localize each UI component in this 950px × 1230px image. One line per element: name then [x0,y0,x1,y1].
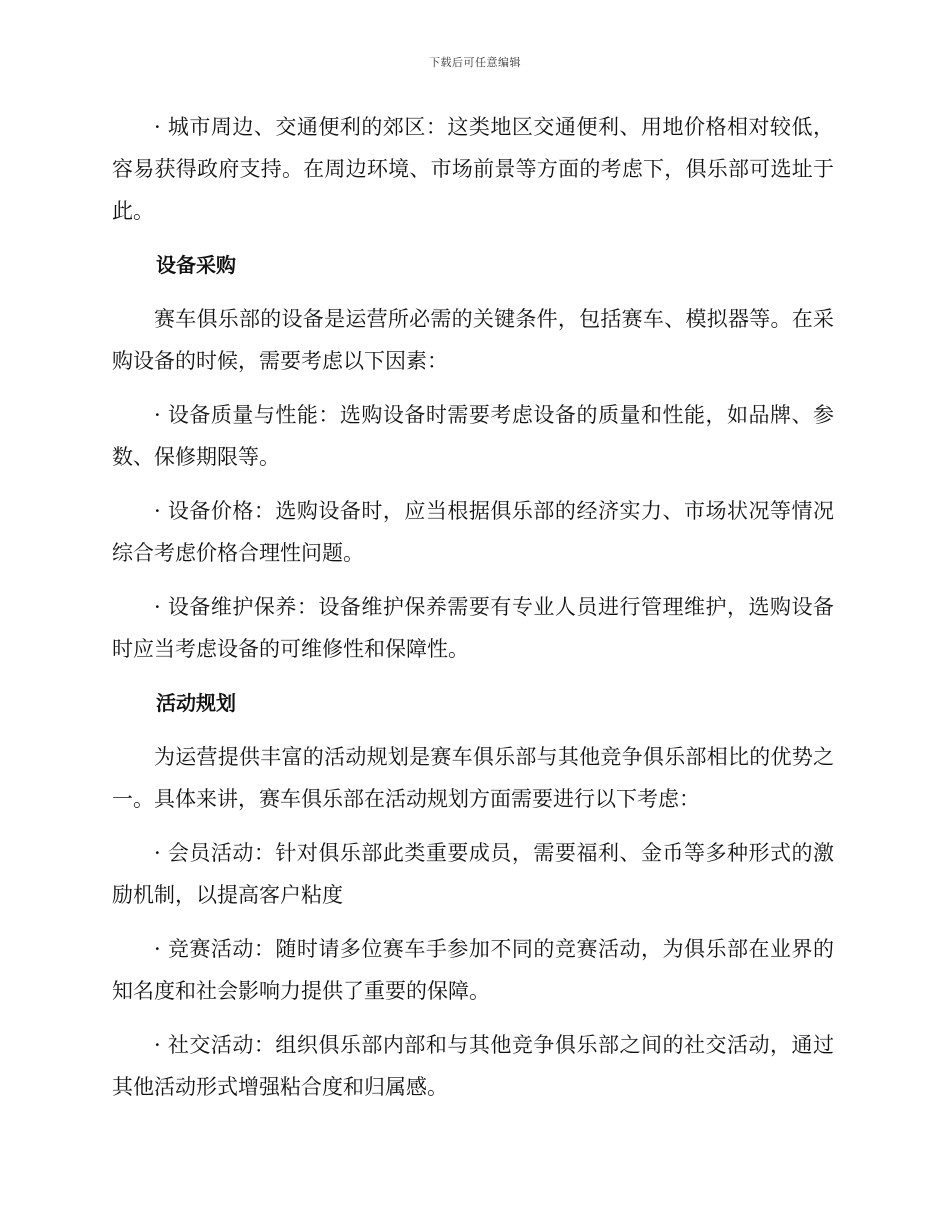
paragraph-activities-intro: 为运营提供丰富的活动规划是赛车俱乐部与其他竞争俱乐部相比的优势之一。具体来讲，赛车俱乐部在活动规划方面需要进行以下考虑： [112,745,834,811]
document-body [112,106,834,1108]
section-heading-activities: 活动规划 [156,691,236,715]
paragraph-suburb-location: · 城市周边、交通便利的郊区：这类地区交通便利、用地价格相对较低，容易获得政府支持。在周边环境、市场前景等方面的考虑下，俱乐部可选址于此。 [112,115,834,223]
section-heading-equipment: 设备采购 [156,253,236,277]
paragraph-member-activities: · 会员活动：针对俱乐部此类重要成员，需要福利、金币等多种形式的激励机制，以提高客户粘度 [112,841,834,907]
paragraph-equipment-price: · 设备价格：选购设备时，应当根据俱乐部的经济实力、市场状况等情况综合考虑价格合理性问题。 [112,499,834,565]
paragraph-equipment-quality: · 设备质量与性能：选购设备时需要考虑设备的质量和性能，如品牌、参数、保修期限等。 [112,403,834,469]
page-header-note: 下载后可任意编辑 [429,56,521,69]
paragraph-equipment-intro: 赛车俱乐部的设备是运营所必需的关键条件，包括赛车、模拟器等。在采购设备的时候，需要考虑以下因素： [112,307,834,373]
paragraph-equipment-maintenance: · 设备维护保养：设备维护保养需要有专业人员进行管理维护，选购设备时应当考虑设备的可维修性和保障性。 [112,595,834,661]
paragraph-competition-activities: · 竞赛活动：随时请多位赛车手参加不同的竞赛活动，为俱乐部在业界的知名度和社会影响力提供了重要的保障。 [112,937,834,1003]
paragraph-social-activities: · 社交活动：组织俱乐部内部和与其他竞争俱乐部之间的社交活动，通过其他活动形式增强粘合度和归属感。 [112,1033,834,1099]
